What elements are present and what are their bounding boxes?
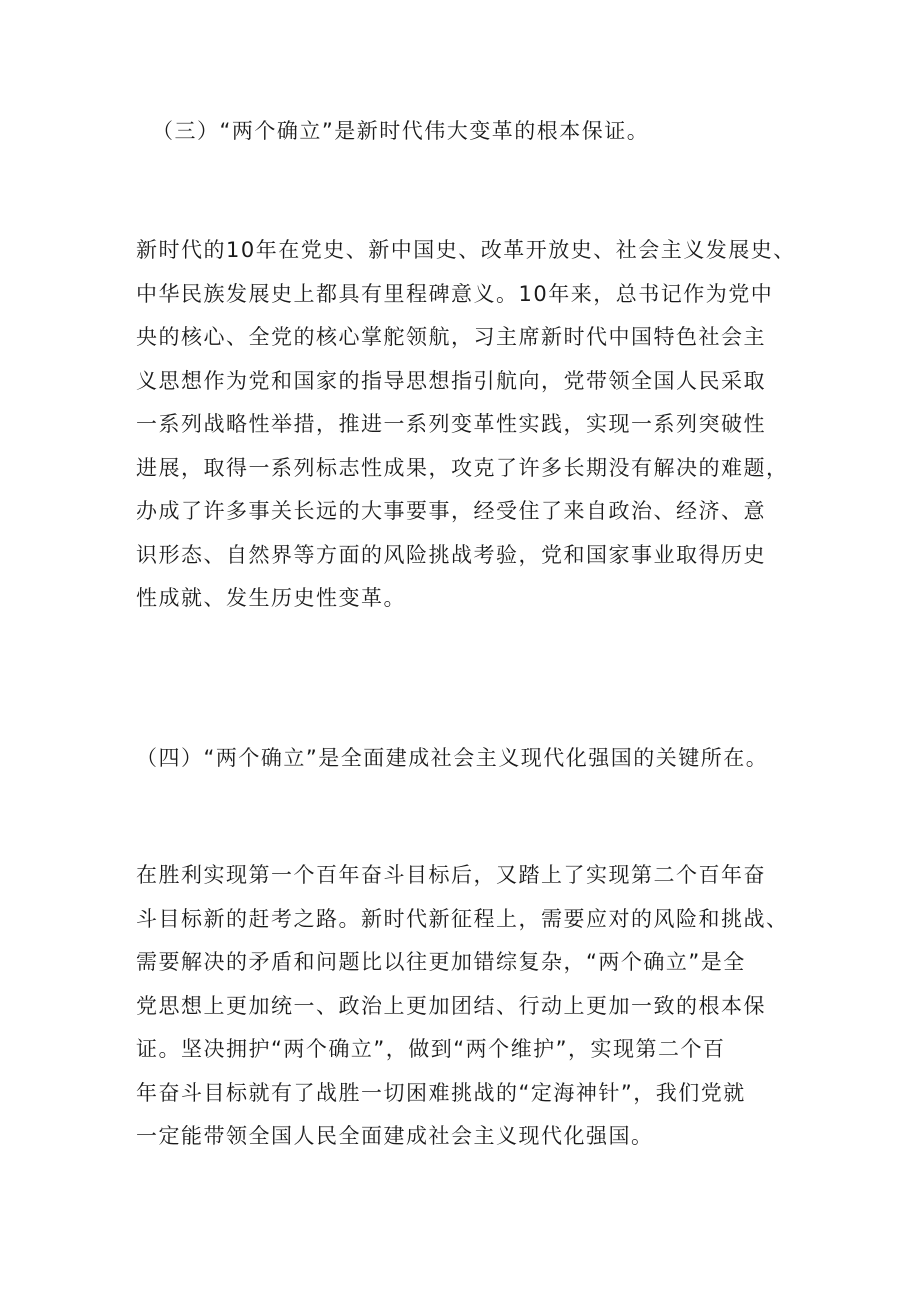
paragraph-line: 一系列战略性举措，推进一系列变革性实践，实现一系列突破性: [136, 412, 766, 436]
paragraph-line: 办成了许多事关长远的大事要事，经受住了来自政治、经济、意: [136, 499, 766, 523]
section-heading-3: （三）“两个确立”是新时代伟大变革的根本保证。: [152, 119, 650, 143]
section-paragraph-4: [136, 854, 826, 1159]
paragraph-line: 中华民族发展史上都具有里程碑意义。10年来，总书记作为党中: [136, 281, 774, 306]
paragraph-line: 斗目标新的赶考之路。新时代新征程上，需要应对的风险和挑战、: [136, 906, 789, 931]
section-paragraph-3: [136, 229, 826, 621]
paragraph-line: 新时代的10年在党史、新中国史、改革开放史、社会主义发展史、: [136, 238, 796, 262]
paragraph-line: 进展，取得一系列标志性成果，攻克了许多长期没有解决的难题，: [136, 455, 789, 480]
paragraph-line: 年奋斗目标就有了战胜一切困难挑战的“定海神针”，我们党就: [136, 1080, 746, 1105]
paragraph-line: 党思想上更加统一、政治上更加团结、行动上更加一致的根本保: [136, 993, 766, 1018]
section-heading-4: （四）“两个确立”是全面建成社会主义现代化强国的关键所在。: [136, 746, 769, 770]
paragraph-line: 央的核心、全党的核心掌舵领航，习主席新时代中国特色社会主: [136, 325, 766, 349]
paragraph-line: 识形态、自然界等方面的风险挑战考验，党和国家事业取得历史: [136, 542, 766, 567]
paragraph-line: 在胜利实现第一个百年奋斗目标后，又踏上了实现第二个百年奋: [136, 863, 766, 887]
paragraph-line: 性成就、发生历史性变革。: [136, 586, 406, 610]
paragraph-line: 义思想作为党和国家的指导思想指引航向，党带领全国人民采取: [136, 368, 766, 393]
paragraph-line: 需要解决的矛盾和问题比以往更加错综复杂，“两个确立”是全: [136, 950, 746, 974]
paragraph-line: 证。坚决拥护“两个确立”，做到“两个维护”，实现第二个百: [136, 1037, 726, 1061]
paragraph-line: 一定能带领全国人民全面建成社会主义现代化强国。: [136, 1124, 654, 1148]
